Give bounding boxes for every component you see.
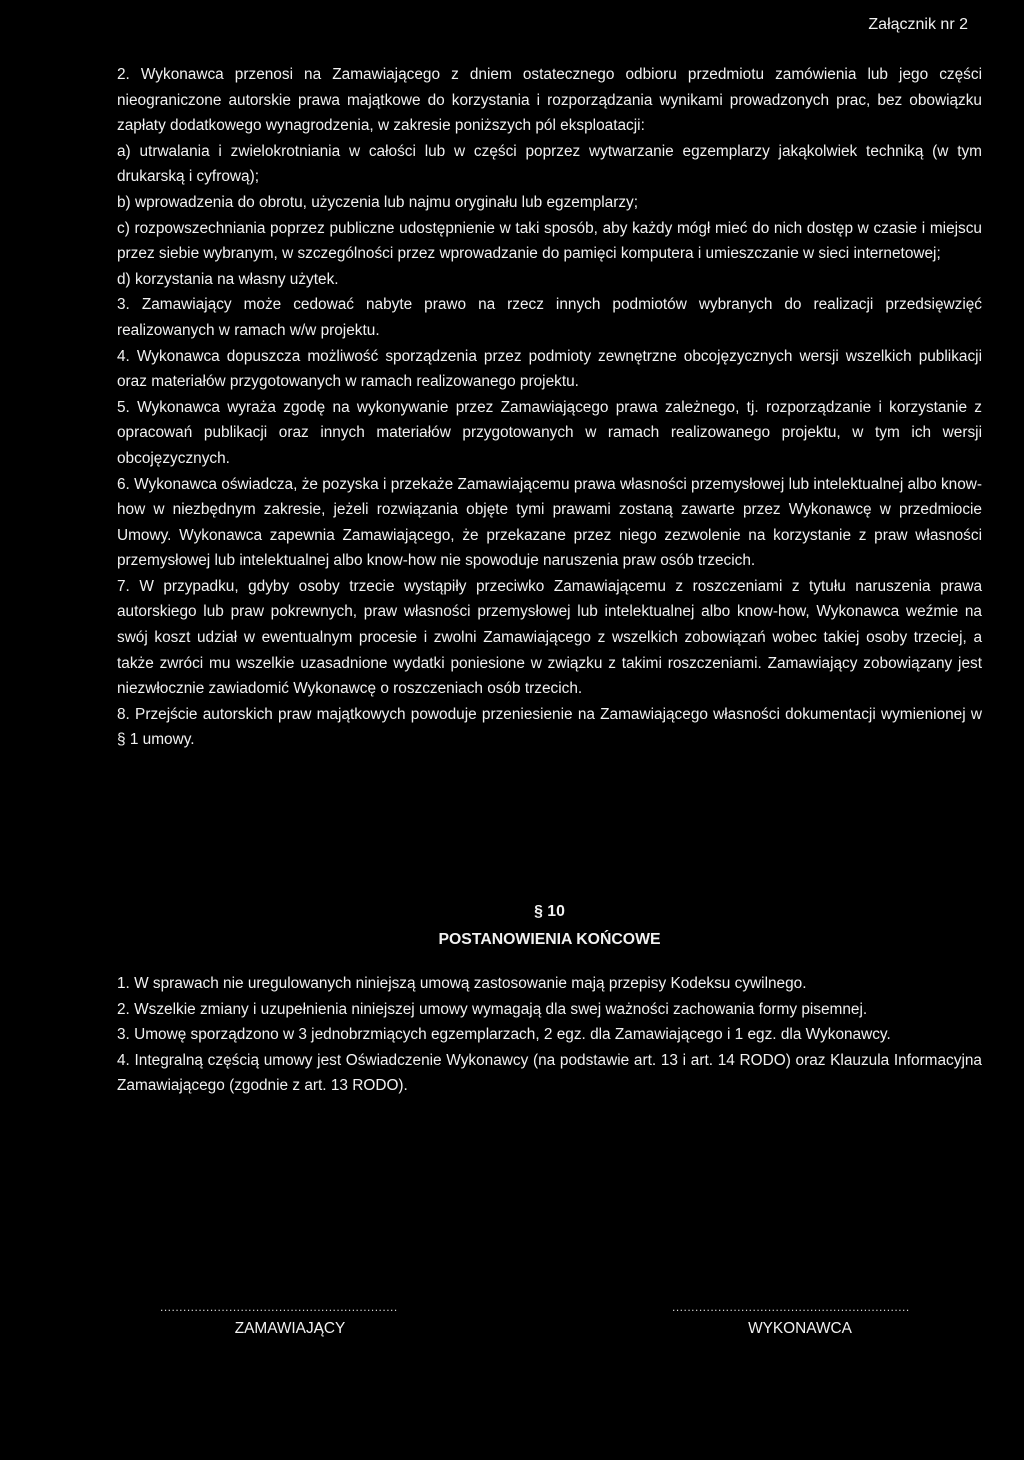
- clause-2c: c) rozpowszechniania poprzez publiczne udostępnienie w taki sposób, aby każdy mógł mieć do nich dostęp w czasie i miejscu przez siebie wybranym, w szczególności przez wprowadzanie do pamięci komputera i umieszczanie w sieci internetowej;: [117, 219, 982, 263]
- final-clause-4: 4. Integralną częścią umowy jest Oświadczenie Wykonawcy (na podstawie art. 13 i art. 14 RODO) oraz Klauzula Informacyjna Zamawiającego (zgodnie z art. 13 RODO).: [117, 1051, 982, 1095]
- clause-4: 4. Wykonawca dopuszcza możliwość sporządzenia przez podmioty zewnętrzne obcojęzycznych wersji wszelkich publikacji oraz materiałów przygotowanych w ramach realizowanego projektu.: [117, 347, 982, 391]
- clause-3: 3. Zamawiający może cedować nabyte prawo na rzecz innych podmiotów wybranych do realizacji przedsięwzięć realizowanych w ramach w/w projektu.: [117, 296, 982, 339]
- section-title: POSTANOWIENIA KOŃCOWE: [438, 931, 661, 948]
- clause-2d: d) korzystania na własny użytek.: [117, 270, 339, 288]
- clause-2a: a) utrwalania i zwielokrotniania w całości lub w części poprzez wytwarzanie egzemplarzy jakąkolwiek techniką (w tym drukarską i cyfrową);: [117, 142, 982, 186]
- contract-clauses: [117, 62, 982, 753]
- signature-line-left: ..............................................................: [160, 1300, 398, 1314]
- clause-2: 2. Wykonawca przenosi na Zamawiającego z dniem ostatecznego odbioru przedmiotu zamówienia lub jego części nieograniczone autorskie prawa majątkowe do korzystania i rozporządzania wynikami prowadzonych prac, bez obowiązku zapłaty dodatkowego wynagrodzenia, w zakresie poniższych pól eksploatacji:: [117, 66, 982, 135]
- signature-label-zamawiajacy: ZAMAWIAJĄCY: [234, 1320, 346, 1337]
- clause-2b: b) wprowadzenia do obrotu, użyczenia lub najmu oryginału lub egzemplarzy;: [117, 193, 639, 211]
- final-clause-2: 2. Wszelkie zmiany i uzupełnienia niniejszej umowy wymagają dla swej ważności zachowania formy pisemnej.: [117, 1000, 868, 1018]
- clause-8: 8. Przejście autorskich praw majątkowych powoduje przeniesienie na Zamawiającego własności dokumentacji wymienionej w § 1 umowy.: [117, 705, 982, 749]
- final-clause-3: 3. Umowę sporządzono w 3 jednobrzmiących egzemplarzach, 2 egz. dla Zamawiającego i 1 egz. dla Wykonawcy.: [117, 1026, 891, 1044]
- signature-label-wykonawca: WYKONAWCA: [748, 1320, 852, 1337]
- final-clauses: [117, 971, 982, 1099]
- attachment-label: Załącznik nr 2: [868, 16, 968, 33]
- section-number: § 10: [534, 903, 565, 920]
- final-clause-1: 1. W sprawach nie uregulowanych niniejszą umową zastosowanie mają przepisy Kodeksu cywilnego.: [117, 975, 807, 992]
- signature-line-right: ..............................................................: [672, 1300, 910, 1314]
- clause-5: 5. Wykonawca wyraża zgodę na wykonywanie przez Zamawiającego prawa zależnego, tj. rozporządzanie i korzystanie z opracowań publikacji oraz innych materiałów przygotowanych w ramach realizowanego projektu, w tym ich wersji obcojęzycznych.: [117, 398, 982, 467]
- clause-7: 7. W przypadku, gdyby osoby trzecie wystąpiły przeciwko Zamawiającemu z roszczeniami z tytułu naruszenia prawa autorskiego lub praw pokrewnych, praw własności przemysłowej lub intelektualnej albo know-how, Wykonawca weźmie na swój koszt udział w ewentualnym procesie i zwolni Zamawiającego z wszelkich zobowiązań wobec takiej osoby trzeciej, a także zwróci mu wszelkie uzasadnione wydatki poniesione w związku z takimi roszczeniami. Zamawiający zobowiązany jest niezwłocznie zawiadomić Wykonawcę o roszczeniach osób trzecich.: [117, 577, 982, 698]
- clause-6: 6. Wykonawca oświadcza, że pozyska i przekaże Zamawiającemu prawa własności przemysłowej lub intelektualnej albo know-how w niezbędnym zakresie, jeżeli rozwiązania objęte tymi prawami zostaną zawarte przez Wykonawcę w przedmiocie Umowy. Wykonawca zapewnia Zamawiającego, że przekazane przez niego zezwolenie na korzystanie z praw własności przemysłowej lub intelektualnej albo know-how nie spowoduje naruszenia praw osób trzecich.: [117, 475, 982, 570]
